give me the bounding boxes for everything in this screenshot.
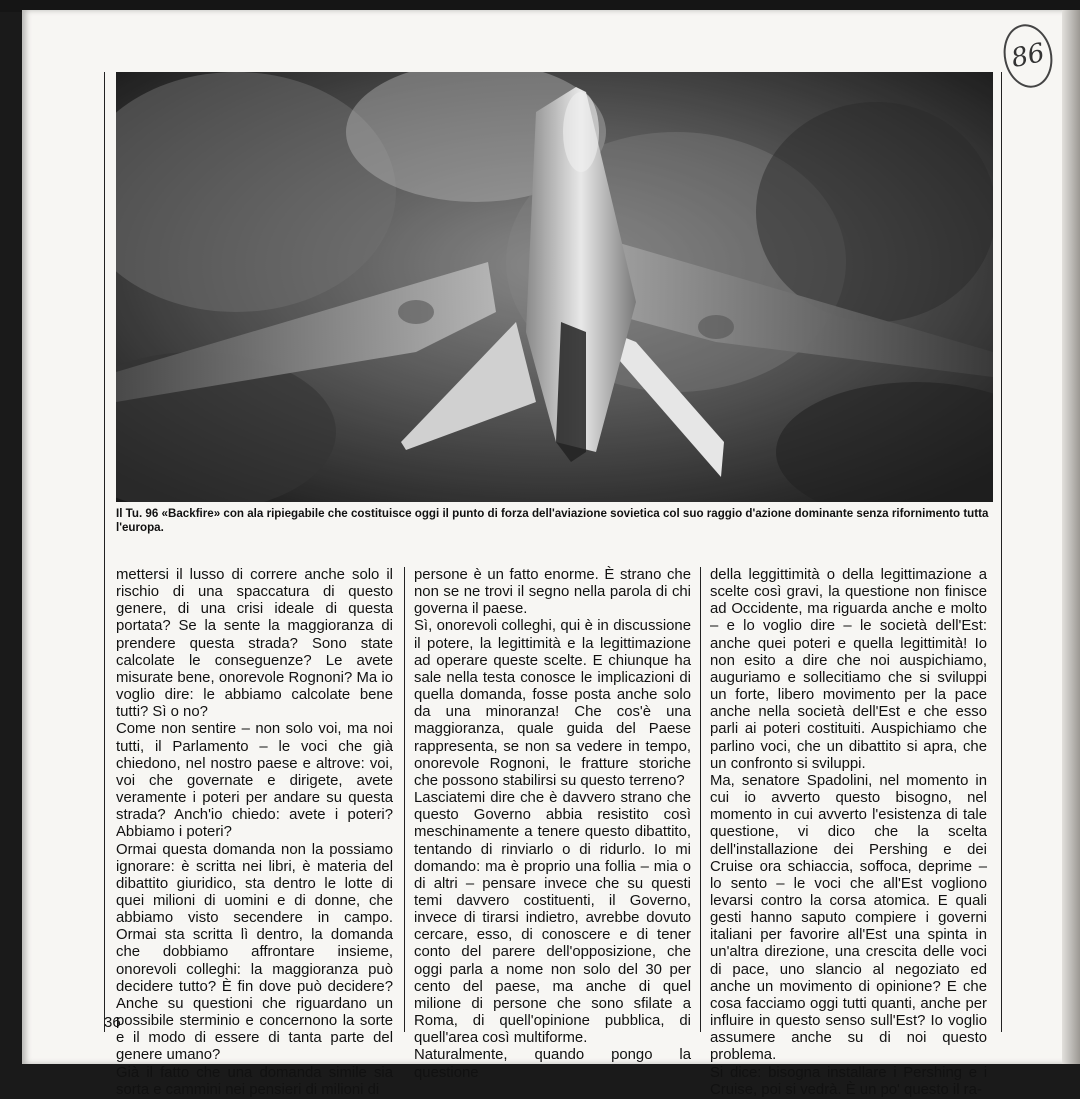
left-margin-rule bbox=[104, 72, 105, 1032]
text-column-2 bbox=[414, 567, 691, 1082]
paragraph: Come non sentire – non solo voi, ma noi tutti, il Parlamento – le voci che già chiedono, nel nostro paese e altrove: voi, voi che governate e dirigete, avete veramente i poteri per andare su questa strada? Anch'io chiedo: avete i poteri? Abbiamo i poteri? bbox=[116, 721, 393, 841]
right-margin-rule bbox=[1001, 72, 1002, 1032]
paragraph: Ma, senatore Spadolini, nel momento in cui io avverto questo bisogno, nel momento in cui avverto l'esistenza di tale questione, vi dico che la scelta dell'installazione dei Pershing e dei Cruise ora schiaccia, soffoca, deprime – lo sento – le voci che all'Est vogliono levarsi contro la corsa atomica. E quali gesti hanno saputo compiere i governi italiani per favorire all'Est una spinta in un'altra direzione, una crescita delle voci di pace, uno slancio al negoziato ed anche un movimento di opinione? E che cosa facciamo oggi tutti quanti, anche per influire in questo senso sull'Est? Io voglio assumere anche su di noi questo problema. bbox=[710, 772, 987, 1064]
archive-stamp: 86 bbox=[998, 20, 1058, 93]
column-rule bbox=[404, 567, 405, 1032]
paragraph: Naturalmente, quando pongo la questione bbox=[414, 1047, 691, 1081]
paragraph: Sì, onorevoli colleghi, qui è in discussione il potere, la legittimità e la legittimazione ad operare queste scelte. E chiunque ha sale nella testa conosce le implicazioni di quella domanda, fosse posta anche solo da una minoranza! Che cos'è una maggioranza, quale guida del Paese rappresenta, se non sa vedere in tempo, onorevole Rognoni, le fratture storiche che possono stabilirsi su questo terreno? bbox=[414, 618, 691, 789]
paragraph: mettersi il lusso di correre anche solo il rischio di una spaccatura di questo genere, di una crisi ideale di questa portata? Se la sente la maggioranza di prendere questa strada? Sono state calcolate le conseguenze? Le avete misurate bene, onorevole Rognoni? Ma io voglio dire: le abbiamo calcolate bene tutti? Sì o no? bbox=[116, 567, 393, 721]
paragraph: persone è un fatto enorme. È strano che non se ne trovi il segno nella parola di chi governa il paese. bbox=[414, 567, 691, 618]
backfire-bomber-image bbox=[116, 72, 993, 502]
page-number: 36 bbox=[104, 1014, 121, 1031]
page-edge bbox=[1062, 10, 1080, 1064]
paragraph: Si dice: bisogna installare i Pershing e i Cruise, poi si vedrà. È un po' questo il ra- bbox=[710, 1064, 987, 1098]
aircraft-photo bbox=[116, 72, 993, 502]
paragraph: Lasciatemi dire che è davvero strano che questo Governo abbia resistito così meschinamente a tenere questo dibattito, tentando di rinviarlo o di ridurlo. Io mi domando: ma è proprio una follia – mia o di altri – pensare invece che su questi temi davvero costituenti, il Governo, invece di tirarsi indietro, avrebbe dovuto cercare, esso, di conoscere e di tener conto del parere dell'opposizione, che oggi parla a nome non solo del 30 per cento del paese, ma anche di quel milione di persone che sono sfilate a Roma, di quell'opinione pubblica, di quell'area così multiforme. bbox=[414, 790, 691, 1047]
paragraph: Ormai questa domanda non la possiamo ignorare: è scritta nei libri, è materia del dibattito giuridico, sta dentro le lotte di quei milioni di uomini e di donne, che abbiamo visto secendere in campo. Ormai sta scritta lì dentro, la domanda che dobbiamo affrontare insieme, onorevoli colleghi: la maggioranza può decidere tutto? È fin dove può decidere? Anche su questioni che riguardano un possibile sterminio e concernono la sorte e il modo di essere di tanta parte del genere umano? bbox=[116, 841, 393, 1064]
column-rule bbox=[700, 567, 701, 1032]
text-column-1 bbox=[116, 567, 393, 1099]
text-column-3 bbox=[710, 567, 987, 1099]
paragraph: della leggittimità o della legittimazione a scelte così gravi, la questione non finisce ad Occidente, ma riguarda anche e molto – e lo voglio dire – le società dell'Est: anche quei poteri e quella legittimità! Io non esito a dire che noi auspichiamo, auguriamo e sollecitiamo che si sviluppi un forte, libero movimento per la pace anche nella società dell'Est e che esso parli ai poteri costituiti. Auspichiamo che parlino voci, che un dibattito si apra, che un confronto si sviluppi. bbox=[710, 567, 987, 772]
photo-caption: Il Tu. 96 «Backfire» con ala ripiegabile che costituisce oggi il punto di forza dell'aviazione sovietica col suo raggio d'azione dominante senza rifornimento tutta l'europa. bbox=[116, 507, 989, 534]
paragraph: Già il fatto che una domanda simile sia sorta e cammini nei pensieri di milioni di bbox=[116, 1064, 393, 1098]
